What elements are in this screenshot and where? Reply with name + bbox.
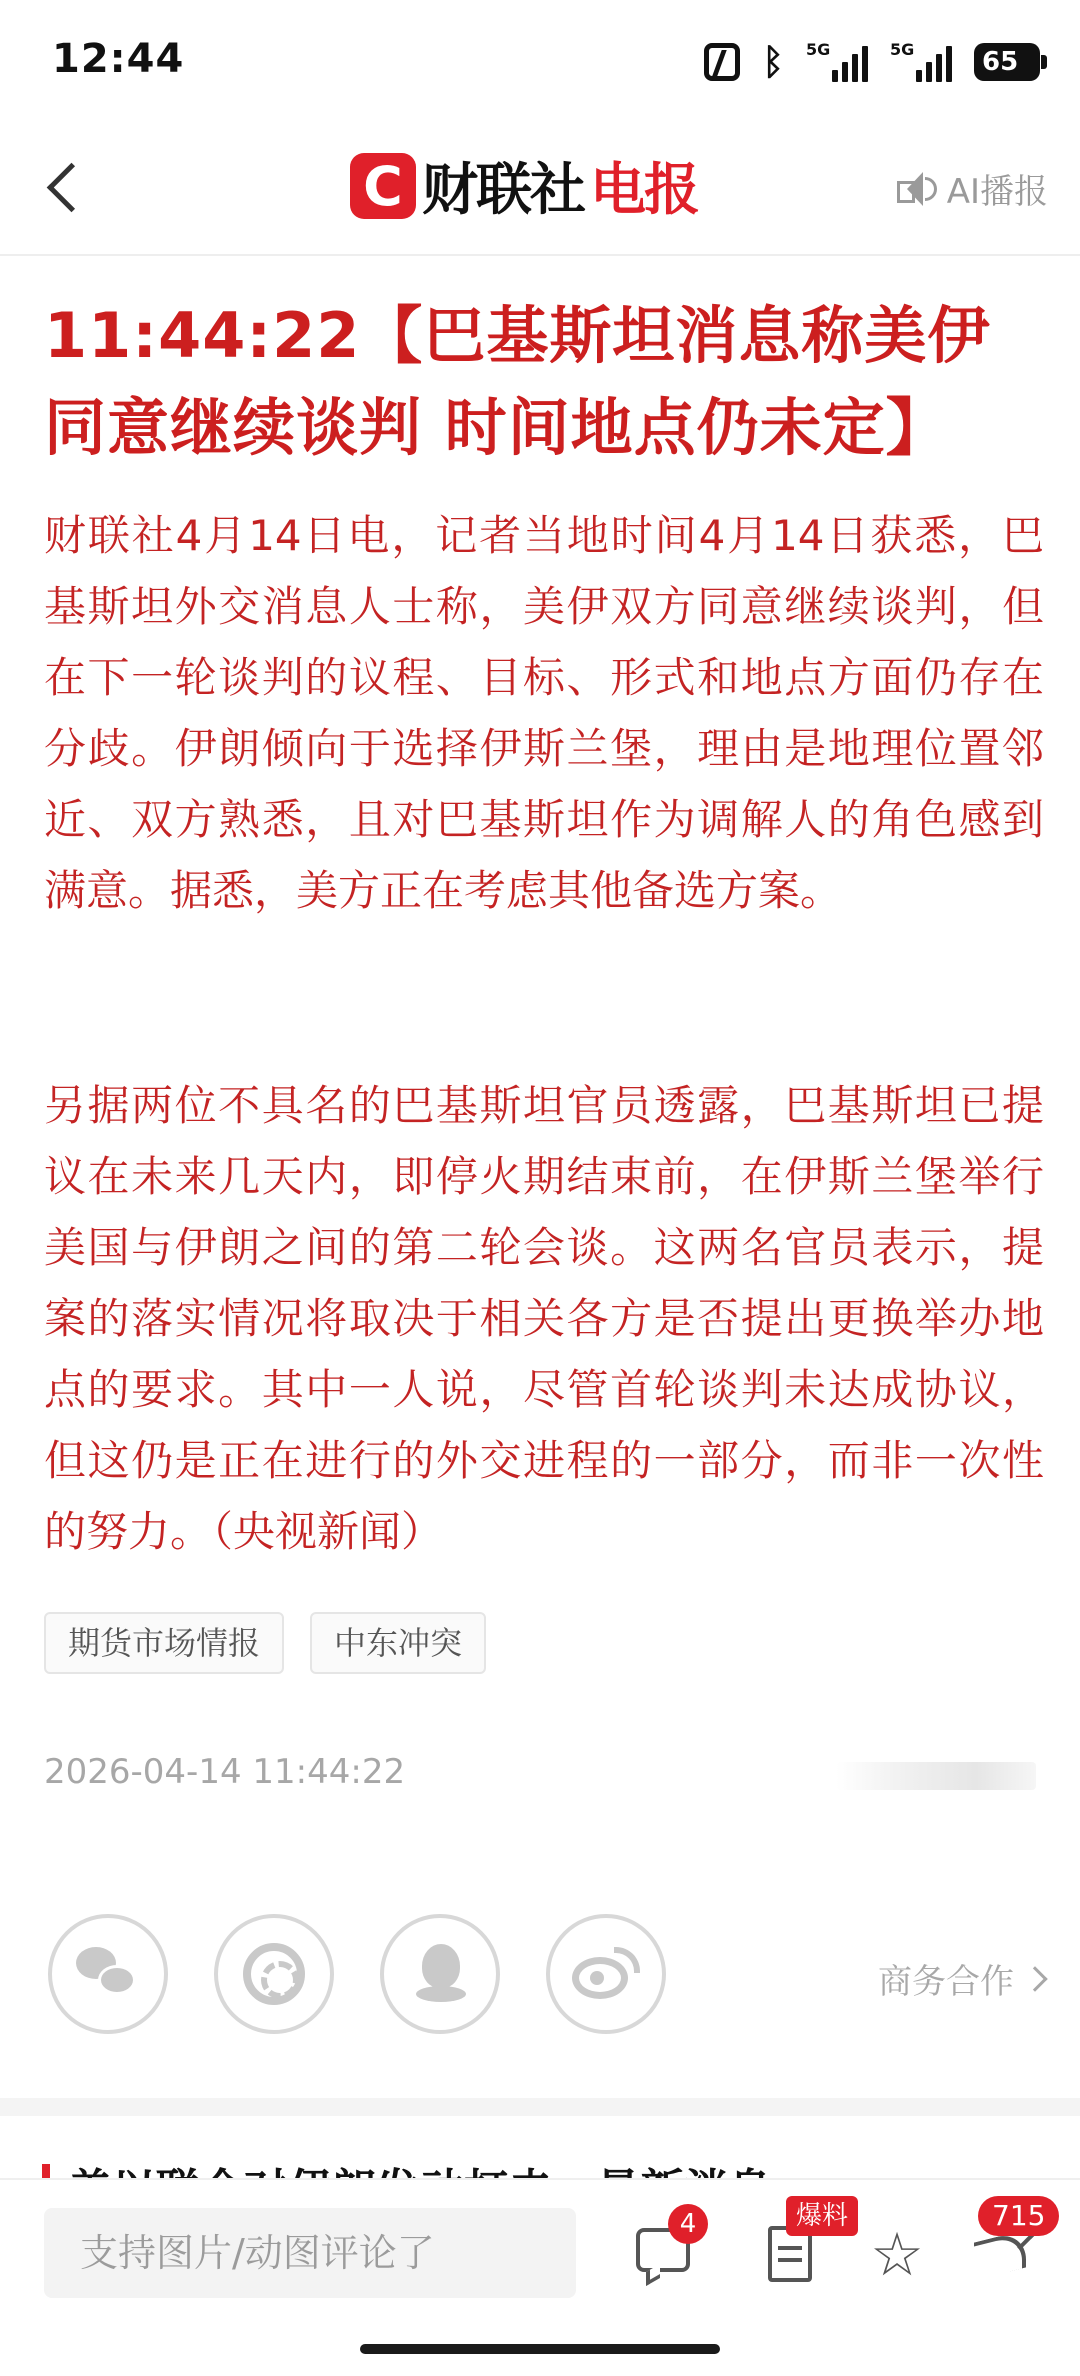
status-bar [0, 0, 1080, 120]
top-nav [0, 120, 1080, 256]
share-count-badge: 715 [978, 2196, 1059, 2236]
tag-futures-intel[interactable]: 期货市场情报 [44, 1612, 284, 1674]
tag-middle-east-conflict[interactable]: 中东冲突 [310, 1612, 486, 1674]
speaker-icon [895, 169, 935, 209]
wechat-icon [76, 1947, 140, 2001]
blurred-watermark [836, 1762, 1036, 1790]
article-paragraph-1: 财联社4月14日电，记者当地时间4月14日获悉，巴基斯坦外交消息人士称，美伊双方同意继续谈判，但在下一轮谈判的议程、目标、形式和地点方面仍存在分歧。伊朗倾向于选择伊斯兰堡，理由是地理位置邻近、双方熟悉，且对巴基斯坦作为调解人的角色感到满意。据悉，美方正在考虑其他备选方案。 [44, 511, 1044, 915]
share-qq-button[interactable] [380, 1914, 500, 2034]
battery-icon [974, 43, 1040, 81]
publish-time: 2026-04-14 11:44:22 [44, 1752, 406, 1792]
article-headline: 11:44:22【巴基斯坦消息称美伊同意继续谈判 时间地点仍未定】 [44, 299, 991, 464]
chevron-right-icon [1022, 1966, 1047, 1991]
status-time: 12:44 [52, 36, 185, 82]
next-article[interactable] [0, 2116, 1080, 2178]
business-cooperation-label: 商务合作 [878, 1962, 1014, 2002]
share-weibo-button[interactable] [546, 1914, 666, 2034]
status-icons [704, 38, 1040, 86]
comment-count-badge: 4 [668, 2204, 708, 2244]
signal-type: 5G [806, 40, 831, 59]
favorite-star-icon[interactable]: ☆ [870, 2220, 924, 2290]
share-moments-button[interactable] [214, 1914, 334, 2034]
article-tags [44, 1612, 486, 1674]
section-divider [0, 2098, 1080, 2116]
bluetooth-icon: ᛒ [762, 41, 784, 83]
article-paragraph-2: 另据两位不具名的巴基斯坦官员透露，巴基斯坦已提议在未来几天内，即停火期结束前，在伊斯兰堡举行美国与伊朗之间的第二轮会谈。这两名官员表示，提案的落实情况将取决于相关各方是否提出更换举办地点的要求。其中一人说，尽管首轮谈判未达成协议，但这仍是正在进行的外交进程的一部分，而非一次性的努力。（央视新闻） [44, 1081, 1044, 1556]
home-indicator[interactable] [360, 2344, 720, 2354]
business-cooperation-link[interactable] [878, 1954, 1044, 2003]
comment-input[interactable]: 支持图片/动图评论了 [44, 2208, 576, 2298]
signal-icon-2 [890, 42, 952, 82]
app-logo [350, 150, 698, 222]
nfc-icon [704, 43, 740, 81]
weibo-icon [572, 1947, 640, 2001]
signal-icon [806, 42, 868, 82]
logo-mark-icon: C [350, 153, 416, 219]
back-button[interactable] [36, 156, 96, 220]
share-wechat-button[interactable] [48, 1914, 168, 2034]
battery-level: 65 [982, 47, 1019, 77]
logo-text-main: 财联社 [422, 158, 584, 223]
ai-broadcast-label: AI播报 [946, 172, 1048, 212]
tip-off-badge: 爆料 [786, 2196, 858, 2236]
share-row [48, 1914, 666, 2034]
qq-icon [416, 1944, 464, 2004]
logo-text-accent: 电报 [590, 158, 698, 223]
ai-broadcast-button[interactable] [895, 164, 1048, 213]
moments-icon [243, 1943, 305, 2005]
signal-type-2: 5G [890, 40, 915, 59]
